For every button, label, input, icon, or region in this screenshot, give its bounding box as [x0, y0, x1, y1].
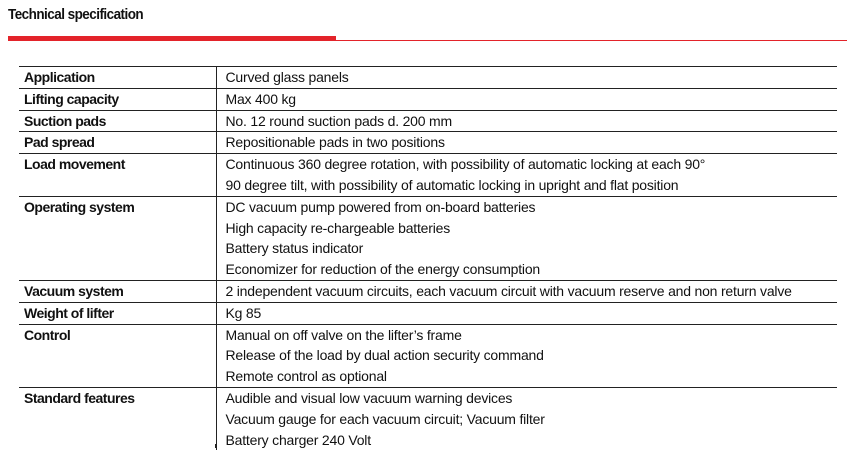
spec-value-line: Kg 85	[225, 304, 262, 321]
spec-value	[216, 67, 837, 89]
spec-value-line: Max 400 kg	[225, 90, 296, 107]
spec-value-line: Manual on off valve on the lifter’s frame	[225, 326, 462, 343]
spec-label: Vacuum system	[24, 282, 124, 299]
spec-table	[19, 66, 837, 450]
spec-row	[19, 67, 837, 89]
spec-label: Operating system	[24, 198, 135, 215]
spec-row	[19, 110, 837, 132]
spec-value-line: 90 degree tilt, with possibility of automatic locking in upright and flat position	[225, 176, 679, 193]
spec-label: Lifting capacity	[24, 90, 119, 107]
spec-value-line: Repositionable pads in two positions	[225, 134, 445, 151]
spec-row	[19, 280, 837, 302]
spec-value	[216, 302, 837, 324]
spec-value-line: Continuous 360 degree rotation, with possibility of automatic locking at each 90°	[225, 156, 706, 173]
spec-value	[216, 132, 837, 154]
spec-value-line: High capacity re-chargeable batteries	[225, 219, 451, 236]
spec-row	[19, 196, 837, 280]
spec-row	[19, 302, 837, 324]
spec-label: Load movement	[24, 156, 125, 173]
spec-label: Weight of lifter	[24, 304, 114, 321]
spec-value	[216, 154, 837, 197]
spec-value-line: Economizer for reduction of the energy consumption	[225, 261, 541, 278]
spec-value	[216, 196, 837, 280]
spec-label: Standard features	[24, 389, 135, 406]
spec-label: Application	[24, 69, 95, 85]
spec-value-line: DC vacuum pump powered from on-board batteries	[225, 198, 536, 215]
section-heading: Technical specification	[8, 6, 144, 23]
spec-row	[19, 324, 837, 387]
spec-value	[216, 324, 837, 387]
spec-value-line: No. 12 round suction pads d. 200 mm	[225, 112, 452, 129]
spec-value-line: Curved glass panels	[225, 69, 349, 85]
spec-row	[19, 88, 837, 110]
spec-value	[216, 88, 837, 110]
spec-label: Control	[24, 326, 71, 343]
spec-value-line: Release of the load by dual action security command	[225, 347, 544, 364]
spec-value	[216, 387, 837, 450]
heading-rule	[336, 40, 847, 41]
spec-value-line: Audible and visual low vacuum warning devices	[225, 389, 513, 406]
spec-row	[19, 132, 837, 154]
spec-value-line: 2 independent vacuum circuits, each vacuum circuit with vacuum reserve and non return valve	[225, 282, 792, 299]
spec-label: Suction pads	[24, 112, 106, 129]
heading-accent-bar	[8, 36, 336, 41]
spec-value	[216, 280, 837, 302]
spec-value-line: Remote control as optional	[225, 368, 387, 385]
spec-row	[19, 387, 837, 450]
spec-value-line: Vacuum gauge for each vacuum circuit; Vacuum filter	[225, 410, 545, 427]
spec-value-line: Battery charger 240 Volt	[225, 431, 371, 448]
spec-row	[19, 154, 837, 197]
table-divider-tail	[215, 444, 216, 448]
spec-label: Pad spread	[24, 134, 95, 151]
spec-value	[216, 110, 837, 132]
spec-value-line: Battery status indicator	[225, 240, 364, 257]
